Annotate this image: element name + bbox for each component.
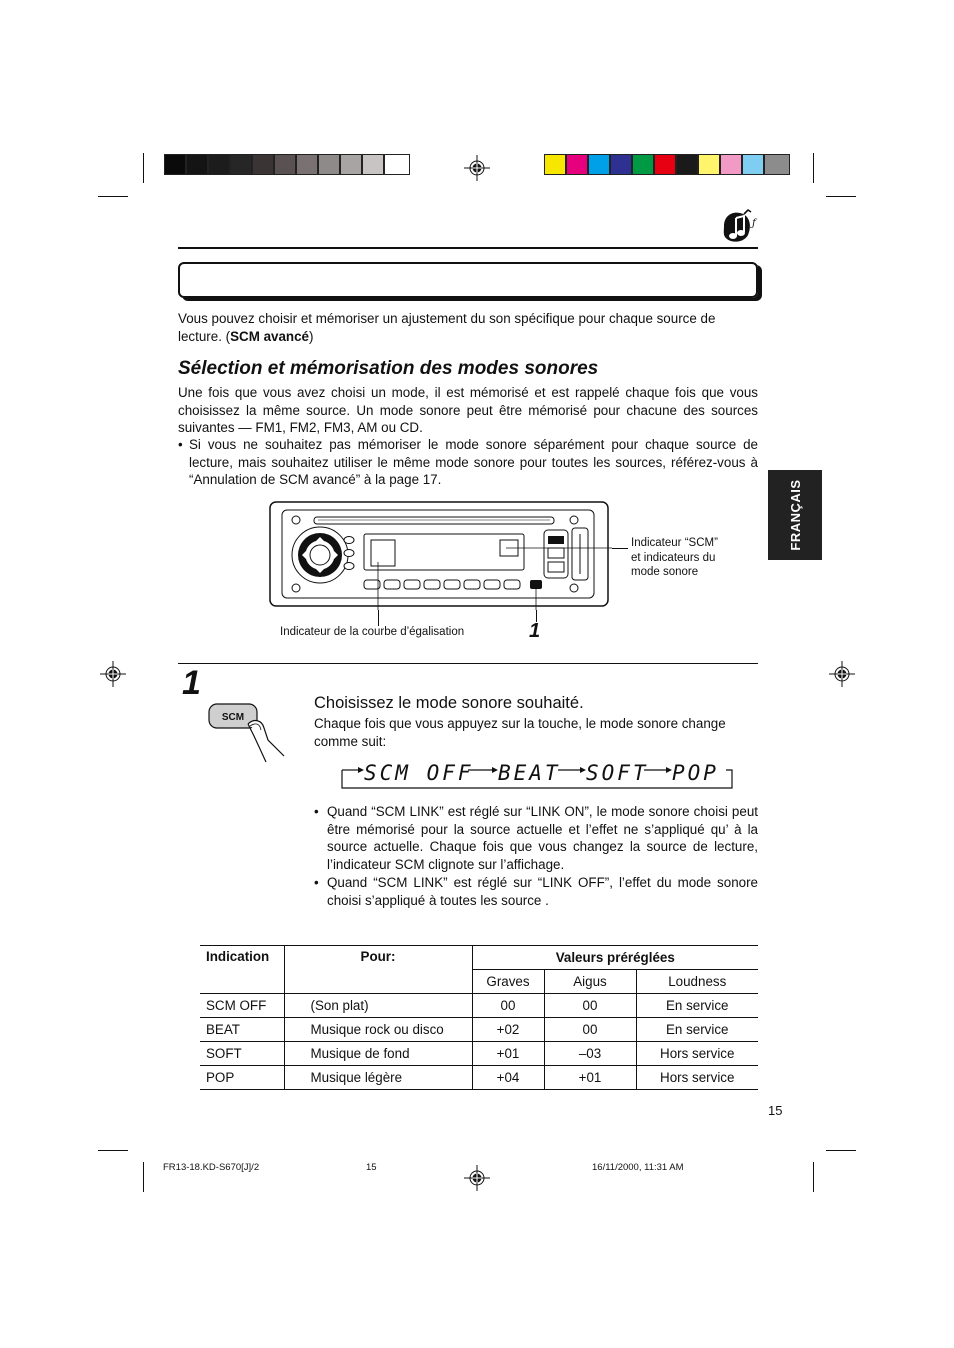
th-loudness: Loudness [636, 970, 758, 994]
gray-swatch [296, 154, 318, 175]
gray-swatch [164, 154, 186, 175]
callout-step-number: 1 [529, 620, 541, 642]
mode-beat: BEAT [498, 761, 561, 785]
sound-note-icon [718, 208, 758, 246]
cell-graves: +04 [472, 1066, 544, 1090]
crop-mark [98, 196, 128, 197]
bullet-item [314, 874, 758, 909]
th-valeurs: Valeurs préréglées [472, 946, 758, 970]
table-row [200, 1018, 758, 1042]
language-tab [768, 470, 822, 560]
gray-swatch [318, 154, 340, 175]
cell-loudness: En service [636, 994, 758, 1018]
callout-text: Indicateur “SCM” [631, 537, 718, 549]
intro-paragraph [178, 310, 758, 345]
th-pour: Pour: [284, 946, 472, 994]
mode-scm-off: SCM OFF [364, 761, 474, 785]
gray-swatch [208, 154, 230, 175]
gray-swatch [362, 154, 384, 175]
callout-eq-indicator: Indicateur de la courbe d’égalisation [280, 626, 465, 638]
cell-graves: +02 [472, 1018, 544, 1042]
color-swatch [610, 154, 632, 175]
bullet-item [178, 436, 758, 489]
cell-pour: Musique rock ou disco [284, 1018, 472, 1042]
callout-scm-indicator [631, 536, 718, 580]
intro-line [178, 328, 758, 346]
registration-mark-icon [464, 1165, 490, 1191]
bullet-dot: • [178, 437, 183, 452]
cell-loudness: En service [636, 1018, 758, 1042]
registration-mark-icon [100, 661, 126, 687]
section-title-box [178, 262, 758, 298]
cell-graves: 00 [472, 994, 544, 1018]
crop-mark [826, 196, 856, 197]
step-rule [178, 663, 758, 664]
callout-line [612, 548, 628, 549]
crop-mark [813, 153, 814, 183]
color-swatch [676, 154, 698, 175]
table-row [200, 1066, 758, 1090]
cell-indication: POP [200, 1066, 284, 1090]
callout-text: mode sonore [631, 566, 699, 578]
cell-aigus: 00 [544, 994, 636, 1018]
registration-mark-icon [829, 661, 855, 687]
step-number: 1 [182, 664, 201, 702]
cell-graves: +01 [472, 1042, 544, 1066]
crop-mark [143, 153, 144, 183]
color-swatch [698, 154, 720, 175]
intro-line: Vous pouvez choisir et mémoriser un ajustement du son spécifique pour chaque source de [178, 311, 716, 326]
footer-file: FR13-18.KD-S670[J]/2 [163, 1162, 260, 1173]
gray-swatch [384, 154, 410, 175]
crop-mark [813, 1162, 814, 1192]
bullet-item [314, 803, 758, 873]
bullet-text: Quand “SCM LINK” est réglé sur “LINK OFF”, l’effet du mode sonore choisi s’appliqué à toutes les source . [327, 875, 758, 908]
cell-pour: Musique de fond [284, 1042, 472, 1066]
cell-indication: SCM OFF [200, 994, 284, 1018]
page-number: 15 [768, 1103, 783, 1118]
cell-aigus: –03 [544, 1042, 636, 1066]
gray-swatch [274, 154, 296, 175]
color-swatch [764, 154, 790, 175]
cell-aigus: 00 [544, 1018, 636, 1042]
table-header-row [200, 946, 758, 970]
car-stereo-illustration [268, 500, 612, 610]
intro-text: lecture. ( [178, 328, 231, 344]
th-graves: Graves [472, 970, 544, 994]
cell-pour: Musique légère [284, 1066, 472, 1090]
cell-indication: BEAT [200, 1018, 284, 1042]
gray-swatch [252, 154, 274, 175]
cell-indication: SOFT [200, 1042, 284, 1066]
th-aigus: Aigus [544, 970, 636, 994]
intro-text: ) [309, 328, 314, 344]
scm-button-press-icon [206, 698, 288, 766]
bullet-text: Si vous ne souhaitez pas mémoriser le mode sonore séparément pour chaque source de lecture, mais souhaitez utiliser le même mode sonore pour toutes les sources, référez-vous à “Annulation de SCM avancé” à la page 17. [189, 437, 758, 488]
color-swatch [632, 154, 654, 175]
bullet-dot: • [314, 804, 319, 819]
svg-text:ƒ: ƒ [752, 218, 756, 229]
color-swatch [742, 154, 764, 175]
step-title: Choisissez le mode sonore souhaité. [314, 694, 584, 712]
color-swatch [566, 154, 588, 175]
color-swatch [654, 154, 676, 175]
footer-date: 16/11/2000, 11:31 AM [592, 1162, 684, 1173]
table-row [200, 994, 758, 1018]
cell-loudness: Hors service [636, 1042, 758, 1066]
sound-mode-sequence [336, 760, 736, 790]
scm-button-label: SCM [221, 712, 245, 723]
step-description: Chaque fois que vous appuyez sur la touche, le mode sonore change comme suit: [314, 716, 726, 749]
preset-table [200, 945, 758, 1090]
crop-mark [143, 1162, 144, 1192]
color-swatch [588, 154, 610, 175]
mode-soft: SOFT [586, 761, 649, 785]
intro-bold: SCM avancé [230, 328, 309, 344]
gray-swatch [230, 154, 252, 175]
crop-mark [98, 1150, 128, 1151]
table-row [200, 1042, 758, 1066]
gray-swatch [186, 154, 208, 175]
language-label: FRANÇAIS [787, 479, 803, 551]
callout-line [378, 610, 379, 626]
header-rule [178, 247, 758, 249]
cell-loudness: Hors service [636, 1066, 758, 1090]
th-indication: Indication [200, 946, 284, 994]
color-swatch [720, 154, 742, 175]
mode-pop: POP [672, 761, 719, 785]
bullet-text: Quand “SCM LINK” est réglé sur “LINK ON”, le mode sonore choisi peut être mémorisé pour la source actuelle et l’effet ne s’appliqué qu’ à la source actuelle. Chaque fois que vous changez la source de lecture, l’indicateur SCM clignote sur l’affichage. [327, 804, 758, 872]
gray-swatch [340, 154, 362, 175]
registration-mark-icon [464, 155, 490, 181]
cell-pour: (Son plat) [284, 994, 472, 1018]
bullet-dot: • [314, 875, 319, 890]
body-paragraph: Une fois que vous avez choisi un mode, il est mémorisé et est rappelé chaque fois que vous choisissez la même source. Un mode sonore peut être mémorisé pour chacune des sources suivantes — FM1, FM2, FM3, AM ou CD. [178, 385, 758, 436]
section-heading: Sélection et mémorisation des modes sonores [178, 358, 599, 379]
crop-mark [826, 1150, 856, 1151]
footer-page: 15 [366, 1162, 377, 1173]
color-swatch [544, 154, 566, 175]
callout-text: et indicateurs du [631, 551, 716, 564]
cell-aigus: +01 [544, 1066, 636, 1090]
